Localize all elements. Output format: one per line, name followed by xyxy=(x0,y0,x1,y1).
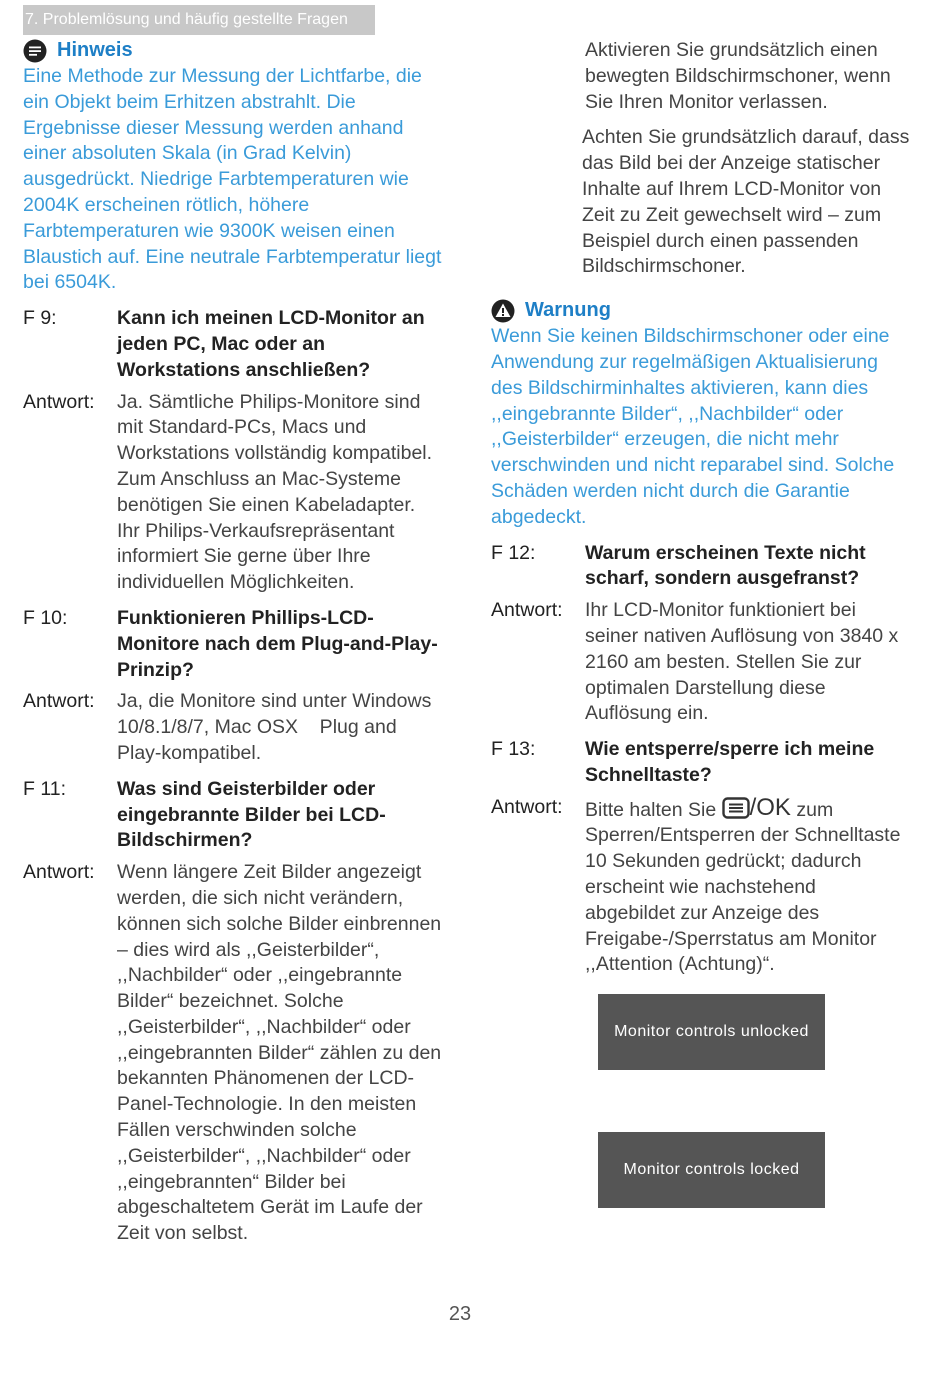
warning-title: Warnung xyxy=(525,299,611,322)
faq-a11 xyxy=(23,860,443,1247)
question-text: Wie entsperre/sperre ich meine Schnelltaste? xyxy=(585,738,875,786)
question-text: Kann ich meinen LCD-Monitor an jeden PC, Mac oder an Workstations anschließen? xyxy=(117,307,425,381)
osd-unlocked-message: Monitor controls unlocked xyxy=(598,994,825,1070)
osd-locked-message: Monitor controls locked xyxy=(598,1132,825,1208)
ok-key xyxy=(722,795,791,821)
faq-a9 xyxy=(23,390,443,596)
faq-a10 xyxy=(23,689,443,766)
answer-label: Antwort: xyxy=(23,861,95,884)
answer-text: Wenn längere Zeit Bilder angezeigt werden, die sich nicht verändern, können sich solche Bilder einbrennen – dies wird als ,,Geisterbilder“, ,,Nachbilder“ oder ,,eingebrannte Bilder“ bezeichnet. Solche ,,Geisterbilder“, ,,Nachbilder“ oder ,,eingebrannten Bilder“ zählen zu den bekannten Phänomenen der LCD-Panel-Technologie. In den meisten Fällen verschwinden solche ,,Geisterbilder“, ,,Nachbilder“ oder ,,eingebrannten“ Bilder bei abgeschaltetem Gerät im Laufe der Zeit von selbst. xyxy=(117,861,442,1245)
menu-button-icon xyxy=(722,797,750,819)
answer-label: Antwort: xyxy=(23,690,95,713)
faq-q10 xyxy=(23,606,443,683)
answer-text xyxy=(585,795,911,978)
faq-q12 xyxy=(491,541,911,593)
section-header: 7. Problemlösung und häufig gestellte Fragen xyxy=(23,5,375,35)
warning-icon xyxy=(491,299,515,323)
question-label: F 11: xyxy=(23,777,66,800)
q11-continuation-1: Aktivieren Sie grundsätzlich einen bewegten Bildschirmschoner, wenn Sie Ihren Monitor verlassen. xyxy=(585,39,891,113)
note-heading xyxy=(23,38,443,64)
answer-text-before: Bitte halten Sie xyxy=(585,798,717,821)
right-column xyxy=(491,38,911,978)
faq-q11 xyxy=(23,777,443,854)
answer-text-after: zum Sperren/Entsperren der Schnelltaste 10 Sekunden gedrückt; dadurch erscheint wie nachstehend abgebildet zur Anzeige des Freigabe-/Sperrstatus am Monitor ,,Attention (Achtung)“. xyxy=(585,798,901,976)
question-text: Warum erscheinen Texte nicht scharf, sondern ausgefranst? xyxy=(585,541,866,590)
question-label: F 10: xyxy=(23,606,68,629)
answer-text: Ihr LCD-Monitor funktioniert bei seiner nativen Auflösung von 3840 x 2160 am besten. Stellen Sie zur optimalen Darstellung diese Auflösung ein. xyxy=(585,599,899,725)
faq-q13 xyxy=(491,737,911,789)
note-title: Hinweis xyxy=(57,39,133,62)
faq-q9 xyxy=(23,306,443,383)
question-text: Was sind Geisterbilder oder eingebrannte Bilder bei LCD-Bildschirmen? xyxy=(117,777,386,852)
note-icon xyxy=(23,39,47,63)
answer-label: Antwort: xyxy=(23,390,95,413)
warning-heading xyxy=(491,298,911,324)
answer-text: Ja. Sämtliche Philips-Monitore sind mit Standard-PCs, Macs und Workstations vollständig kompatibel. Zum Anschluss an Mac-Systeme benötigen Sie einen Kabeladapter. Ihr Philips-Verkaufsrepräsentant informiert Sie gerne über Ihre individuellen Möglichkeiten. xyxy=(117,390,433,594)
warning-text: Wenn Sie keinen Bildschirmschoner oder eine Anwendung zur regelmäßigen Aktualisierung des Bildschirminhaltes aktivieren, kann dies ,,eingebrannte Bilder“, ,,Nachbilder“ oder ,,Geisterbilder“ erzeugen, die nicht mehr verschwinden und nicht reparabel sind. Solche Schäden werden nicht durch die Garantie abgedeckt. xyxy=(491,325,895,528)
question-label: F 9: xyxy=(23,307,57,330)
page-number: 23 xyxy=(448,1303,472,1325)
question-text: Funktionieren Phillips-LCD-Monitore nach dem Plug-and-Play-Prinzip? xyxy=(117,606,438,681)
left-column xyxy=(23,38,443,1247)
answer-text: Ja, die Monitore sind unter Windows 10/8.1/8/7, Mac OSX Plug and Play-kompatibel. xyxy=(117,690,437,764)
faq-a12 xyxy=(491,598,911,727)
faq-a13 xyxy=(491,795,911,978)
answer-label: Antwort: xyxy=(491,599,563,622)
question-label: F 13: xyxy=(491,738,536,761)
answer-label: Antwort: xyxy=(491,795,563,818)
question-label: F 12: xyxy=(491,541,536,564)
note-text: Eine Methode zur Messung der Lichtfarbe, die ein Objekt beim Erhitzen abstrahlt. Die Ergebnisse dieser Messung werden anhand einer absoluten Skala (in Grad Kelvin) ausgedrückt. Niedrige Farbtemperaturen wie 2004K erscheinen rötlich, höhere Farbtemperaturen wie 9300K weisen einen Blaustich auf. Eine neutrale Farbtemperatur liegt bei 6504K. xyxy=(23,65,442,294)
q11-continuation-2: Achten Sie grundsätzlich darauf, dass das Bild bei der Anzeige statischer Inhalte auf Ihrem LCD-Monitor von Zeit zu Zeit gewechselt wird – zum Beispiel durch einen passenden Bildschirmschoner. xyxy=(582,126,910,278)
ok-key-label: /OK xyxy=(749,793,791,821)
